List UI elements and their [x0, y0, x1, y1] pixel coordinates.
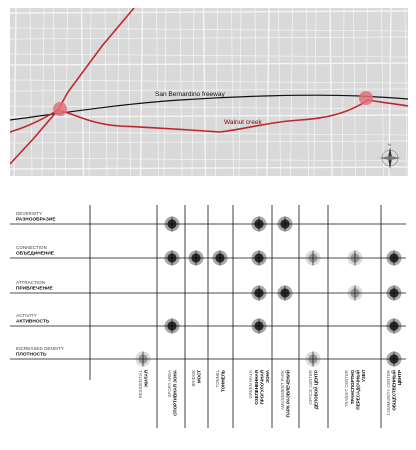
row-label-ru: ОБЪЕДИНЕНИЕ [16, 251, 55, 257]
column-label-ru: ТОННЕЛЬ [220, 370, 226, 393]
column-label-en: AMUSEMENT PARK [279, 370, 285, 410]
matrix-mark-dark [252, 217, 267, 232]
column-labels [138, 369, 402, 417]
row-label-ru: ПЛОТНОСТЬ [16, 352, 47, 358]
column-label-ru: ПРОГУЛОЧНАЯ [259, 370, 265, 405]
matrix-mark-dark [387, 319, 402, 334]
column-label-ru: ДЕЛОВОЙ ЦЕНТР [313, 370, 319, 410]
column-label-en: RESIDENTIAL [137, 370, 143, 399]
row-label-en: ATTRACTION [16, 280, 46, 285]
matrix-mark-dark [252, 319, 267, 334]
column-label-ru: ПЕРЕСАДОЧНЫЙ [355, 370, 361, 410]
matrix-mark-light [348, 251, 363, 266]
row-label-en: INCREASED DENSITY [16, 346, 64, 351]
matrix-mark-dark [252, 286, 267, 301]
matrix-mark-dark [278, 217, 293, 232]
column-label-en: SPORT AREA [166, 370, 172, 398]
creek-label: Walnut creek [224, 119, 262, 126]
column-label-en: COMMUNITY CENTER [386, 370, 391, 416]
row-label-ru: РАЗНООБРАЗИЕ [16, 217, 56, 223]
column-label-ru: ОБЩЕСТВЕННЫЙ [391, 370, 397, 411]
row-label-en: DEVERSITY [16, 211, 43, 216]
row-label-en: ACTIVITY [16, 313, 37, 318]
matrix-mark-light [136, 352, 151, 367]
column-label-ru: ЦЕНТР [397, 370, 403, 386]
row-labels [16, 211, 64, 358]
column-label-ru: ОЗЕЛЕНЕННАЯ [253, 370, 259, 405]
matrix-mark-dark [387, 352, 402, 367]
matrix-mark-light [306, 251, 321, 266]
column-label-ru: СПОРТИВНАЯ ЗОНА [172, 370, 178, 416]
column-label-en: OFFICE CENTER [307, 370, 313, 405]
column-label-en: GREEN WALK [248, 370, 254, 399]
freeway-label: San Bernardino freeway [155, 91, 225, 98]
matrix-mark-dark [213, 251, 228, 266]
compass-north-label: N [388, 142, 391, 147]
column-label-ru: УЗЕЛ [361, 370, 366, 382]
matrix-mark-dark [387, 286, 402, 301]
matrix-marks [136, 217, 402, 367]
row-label-en: CONNECTION [16, 245, 47, 250]
column-label-en: BRIDGE [190, 370, 196, 387]
matrix-mark-dark [165, 319, 180, 334]
matrix-mark-dark [252, 251, 267, 266]
column-label-ru: ТРАНСПОРТНО [349, 370, 355, 405]
row-label-ru: ПРИВЛЕЧЕНИЕ [16, 286, 53, 292]
row-label-ru: АКТИВНОСТЬ [16, 319, 50, 325]
matrix-mark-dark [165, 251, 180, 266]
column-label-ru: ЖИЛАЯ [143, 370, 149, 387]
matrix-mark-dark [189, 251, 204, 266]
column-label-en: TRANSIT CENTER [344, 370, 350, 408]
column-label-ru: ЗОНА [265, 370, 270, 383]
column-label-ru: ПАРК РАЗВЛЕЧЕНИЙ [285, 370, 291, 418]
column-label-en: TONNEL [214, 370, 220, 388]
matrix-mark-light [348, 286, 363, 301]
matrix-mark-dark [387, 251, 402, 266]
matrix-mark-light [306, 352, 321, 367]
matrix-mark-dark [278, 286, 293, 301]
matrix-mark-dark [165, 217, 180, 232]
column-label-ru: МОСТ [196, 370, 202, 384]
